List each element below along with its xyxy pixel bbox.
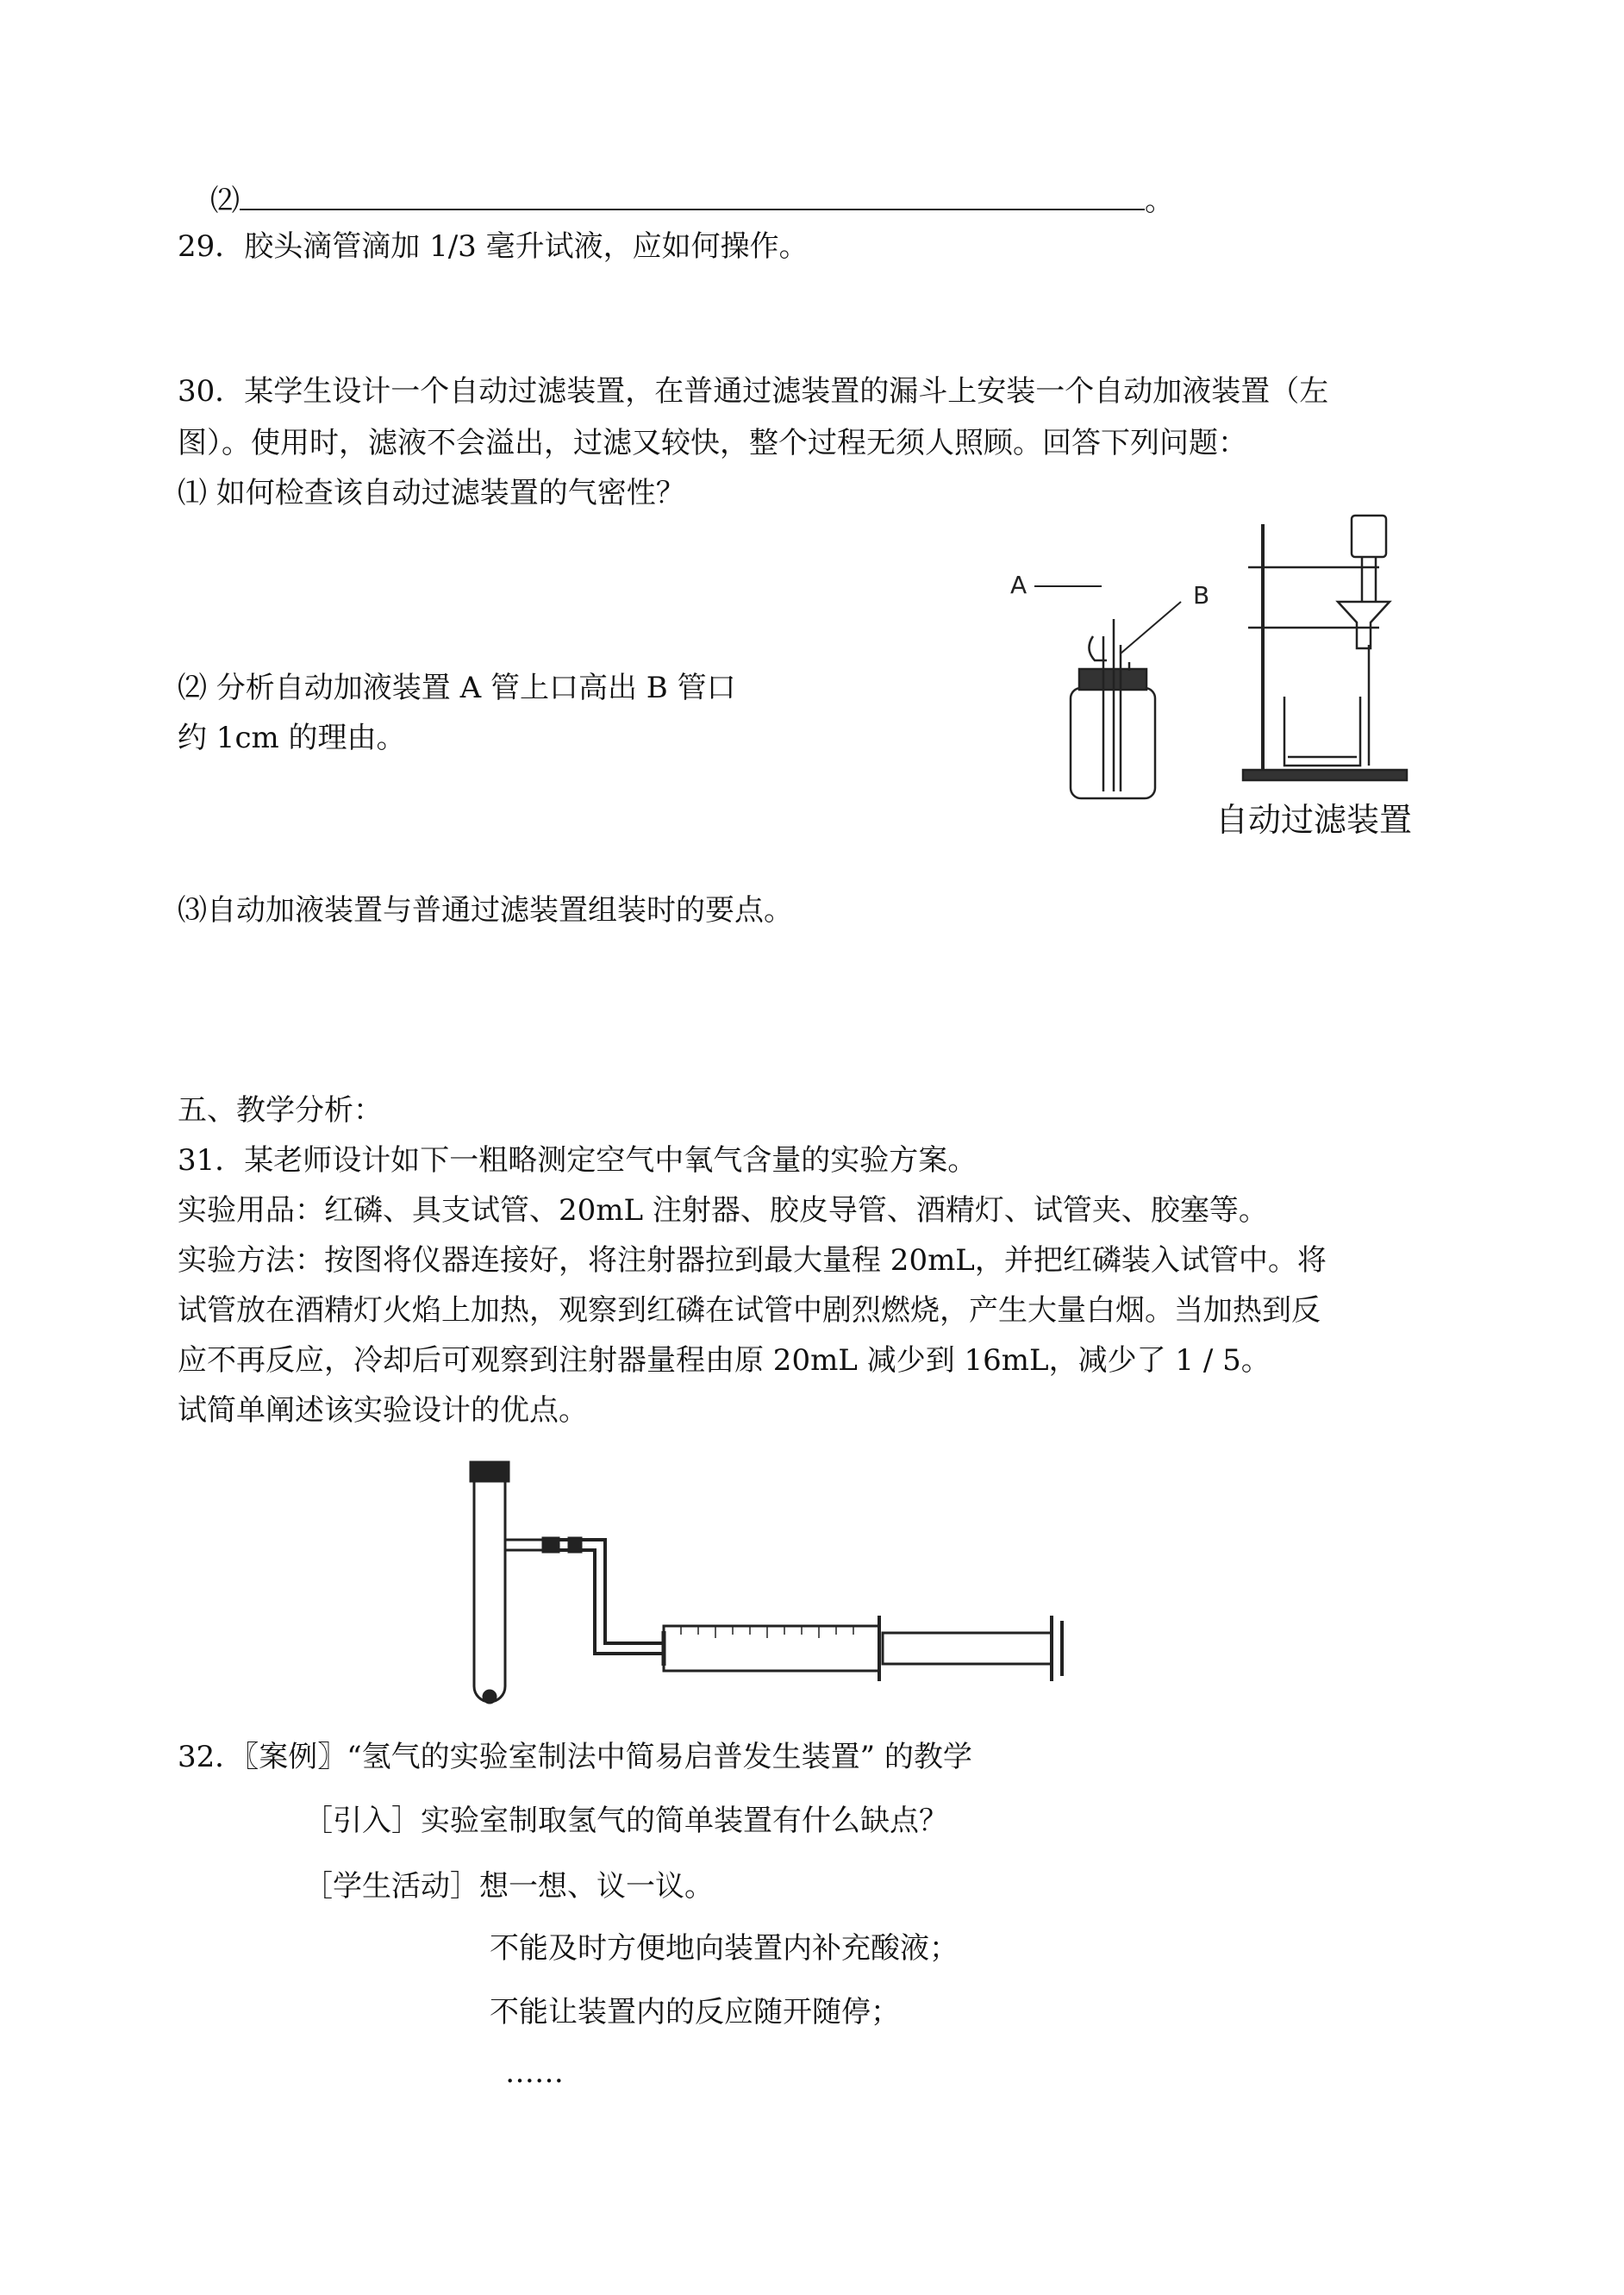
method-text-line1: 按图将仪器连接好，将注射器拉到最大量程 20mL，并把红磷装入试管中。将 — [324, 1243, 1327, 1278]
question-30-part2-line2: 约 1cm 的理由。 — [178, 721, 406, 755]
iron-stand — [1243, 516, 1407, 780]
materials-text: 红磷、具支试管、20mL 注射器、胶皮导管、酒精灯、试管夹、胶塞等。 — [324, 1193, 1268, 1228]
question-32-title: 32．〖案例〗“氢气的实验室制法中简易启普发生装置” 的教学 — [178, 1740, 972, 1774]
answer-blank-line — [240, 183, 1145, 210]
question-30-line1: 30．某学生设计一个自动过滤装置，在普通过滤装置的漏斗上安装一个自动加液装置（左 — [178, 374, 1329, 409]
liquid-bottle — [1071, 619, 1155, 798]
question-31-materials — [178, 1193, 1268, 1228]
question-31-method — [178, 1243, 1327, 1278]
q32-activity — [303, 1869, 714, 1904]
question-31-method-line2: 试管放在酒精灯火焰上加热，观察到红磷在试管中剧烈燃烧，产生大量白烟。当加热到反 — [178, 1293, 1321, 1328]
q28-item2-label: ⑵ — [210, 184, 240, 218]
question-31-intro: 31．某老师设计如下一粗略测定空气中氧气含量的实验方案。 — [178, 1143, 978, 1178]
label-b: B — [1193, 581, 1210, 610]
activity-label: ［学生活动］ — [303, 1869, 479, 1904]
q32-point1: 不能及时方便地向装置内补充酸液； — [490, 1931, 959, 1966]
q32-ellipsis: …… — [505, 2055, 564, 2090]
label-a: A — [1010, 571, 1027, 599]
method-label: 实验方法： — [178, 1243, 324, 1278]
section-5-heading: 五、教学分析： — [178, 1093, 383, 1128]
label-b-pointer — [1121, 602, 1181, 653]
q28-item2 — [210, 183, 1174, 218]
question-30-part1: ⑴ 如何检查该自动过滤装置的气密性？ — [178, 476, 685, 510]
question-31-method-line3: 应不再反应，冷却后可观察到注射器量程由原 20mL 减少到 16mL，减少了 1 / 5。 — [178, 1343, 1271, 1378]
q32-intro — [303, 1804, 948, 1838]
intro-label: ［引入］ — [303, 1804, 421, 1838]
question-30-part3: ⑶自动加液装置与普通过滤装置组装时的要点。 — [178, 893, 793, 928]
activity-text: 想一想、议一议。 — [479, 1869, 714, 1904]
materials-label: 实验用品： — [178, 1193, 324, 1228]
q32-point2: 不能让装置内的反应随开随停； — [490, 1995, 900, 2029]
question-30-line2: 图）。使用时，滤液不会溢出，过滤又较快，整个过程无须人照顾。回答下列问题： — [178, 426, 1247, 460]
question-30-part2-line1: ⑵ 分析自动加液装置 A 管上口高出 B 管口 — [178, 671, 736, 705]
figure-caption: 自动过滤装置 — [1215, 801, 1413, 839]
oxygen-test-figure — [448, 1454, 1103, 1712]
intro-text: 实验室制取氢气的简单装置有什么缺点？ — [421, 1804, 948, 1838]
question-31-question: 试简单阐述该实验设计的优点。 — [178, 1393, 588, 1428]
q28-item2-end: 。 — [1145, 184, 1174, 218]
question-29: 29．胶头滴管滴加 1/3 毫升试液，应如何操作。 — [178, 229, 809, 264]
